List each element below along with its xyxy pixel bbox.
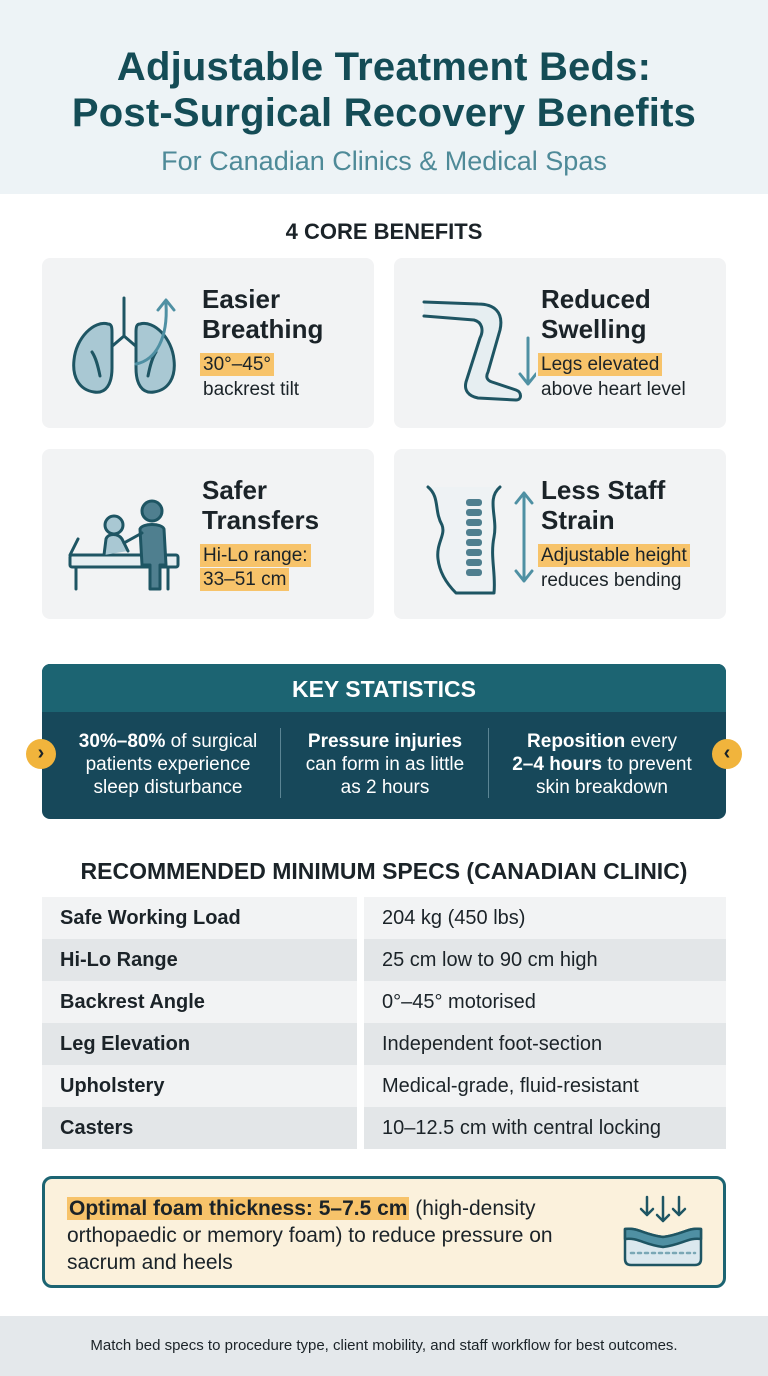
foam-highlight: Optimal foam thickness: 5–7.5 cm	[69, 1197, 408, 1220]
benefit-title	[202, 475, 372, 535]
footer-note: Match bed specs to procedure type, client mobility, and staff workflow for best outcomes.	[0, 1316, 768, 1376]
benefit-card-transfers	[42, 449, 374, 619]
spec-label: Casters	[42, 1107, 357, 1149]
stat-sleep-disturbance	[58, 730, 278, 799]
stat-emphasis: 30%–80%	[78, 731, 166, 752]
spine-icon	[416, 477, 536, 597]
spec-label: Backrest Angle	[42, 981, 357, 1023]
benefit-card-breathing	[42, 258, 374, 428]
benefit-highlight: Legs elevated	[538, 353, 662, 376]
benefit-title-line: Reduced	[541, 284, 651, 314]
stat-text: patients experience	[85, 754, 251, 775]
stat-emphasis: Reposition	[527, 731, 626, 752]
stat-emphasis: Pressure injuries	[307, 731, 463, 752]
lungs-icon	[64, 286, 184, 406]
benefit-card-swelling	[394, 258, 726, 428]
stat-emphasis: 2–4 hours	[512, 754, 602, 775]
spec-value: Medical-grade, fluid-resistant	[364, 1065, 726, 1107]
benefit-highlight: Hi-Lo range:	[200, 544, 311, 567]
chevron-left-icon[interactable]: ‹	[712, 739, 742, 769]
title-line-2: Post-Surgical Recovery Benefits	[71, 91, 697, 135]
spec-value: 0°–45° motorised	[364, 981, 726, 1023]
benefit-card-staff-strain	[394, 449, 726, 619]
spec-value: 204 kg (450 lbs)	[364, 897, 726, 939]
key-statistics-panel	[42, 664, 726, 819]
benefit-title-line: Safer	[202, 475, 268, 505]
benefit-description: above heart level	[541, 379, 686, 400]
stat-text: can form in as little	[305, 754, 465, 775]
stat-divider	[488, 728, 489, 798]
chevron-right-icon[interactable]: ›	[26, 739, 56, 769]
statistics-heading: KEY STATISTICS	[42, 664, 726, 712]
specs-heading: RECOMMENDED MINIMUM SPECS (CANADIAN CLINIC)	[80, 858, 688, 884]
page-header	[0, 0, 768, 194]
spec-label: Hi-Lo Range	[42, 939, 357, 981]
benefit-title	[541, 475, 711, 535]
specs-table	[42, 897, 726, 1149]
table-row	[42, 939, 726, 981]
benefit-description: backrest tilt	[203, 379, 300, 400]
leg-elevation-icon	[416, 286, 536, 406]
stat-text: of surgical	[165, 731, 258, 752]
foam-callout-text	[67, 1195, 607, 1276]
benefit-title-line: Transfers	[202, 505, 320, 535]
table-row	[42, 897, 726, 939]
stat-reposition	[490, 730, 714, 799]
benefit-highlight: 30°–45°	[200, 353, 274, 376]
stat-text: as 2 hours	[340, 777, 430, 798]
spec-label: Safe Working Load	[42, 897, 357, 939]
foam-compression-icon	[619, 1193, 707, 1271]
spec-label: Leg Elevation	[42, 1023, 357, 1065]
table-row	[42, 1023, 726, 1065]
benefit-description: reduces bending	[541, 570, 682, 591]
stat-text: sleep disturbance	[93, 777, 243, 798]
stat-divider	[280, 728, 281, 798]
table-row	[42, 1107, 726, 1149]
title-line-1: Adjustable Treatment Beds:	[116, 45, 652, 89]
patient-transfer-icon	[64, 477, 184, 597]
stat-text: every	[625, 731, 677, 752]
benefit-title-line: Easier	[202, 284, 281, 314]
spec-value: Independent foot-section	[364, 1023, 726, 1065]
stat-pressure-injuries	[282, 730, 488, 799]
benefit-highlight: Adjustable height	[538, 544, 690, 567]
benefits-heading: 4 CORE BENEFITS	[285, 219, 483, 244]
foam-callout	[42, 1176, 726, 1288]
benefit-highlight: 33–51 cm	[200, 568, 289, 591]
table-row	[42, 1065, 726, 1107]
spec-value: 10–12.5 cm with central locking	[364, 1107, 726, 1149]
page-subtitle: For Canadian Clinics & Medical Spas	[161, 146, 607, 176]
benefit-title	[202, 284, 372, 344]
benefit-title-line: Less Staff	[541, 475, 666, 505]
benefit-title-line: Breathing	[202, 314, 324, 344]
spec-value: 25 cm low to 90 cm high	[364, 939, 726, 981]
benefit-title-line: Swelling	[541, 314, 647, 344]
page-title	[0, 44, 768, 136]
stat-text: skin breakdown	[535, 777, 669, 798]
table-row	[42, 981, 726, 1023]
benefit-title-line: Strain	[541, 505, 615, 535]
spec-label: Upholstery	[42, 1065, 357, 1107]
stat-text: to prevent	[601, 754, 692, 775]
foam-description: (high-density orthopaedic or memory foam) to reduce pressure on sacrum and heels	[67, 1197, 553, 1274]
benefit-title	[541, 284, 711, 344]
